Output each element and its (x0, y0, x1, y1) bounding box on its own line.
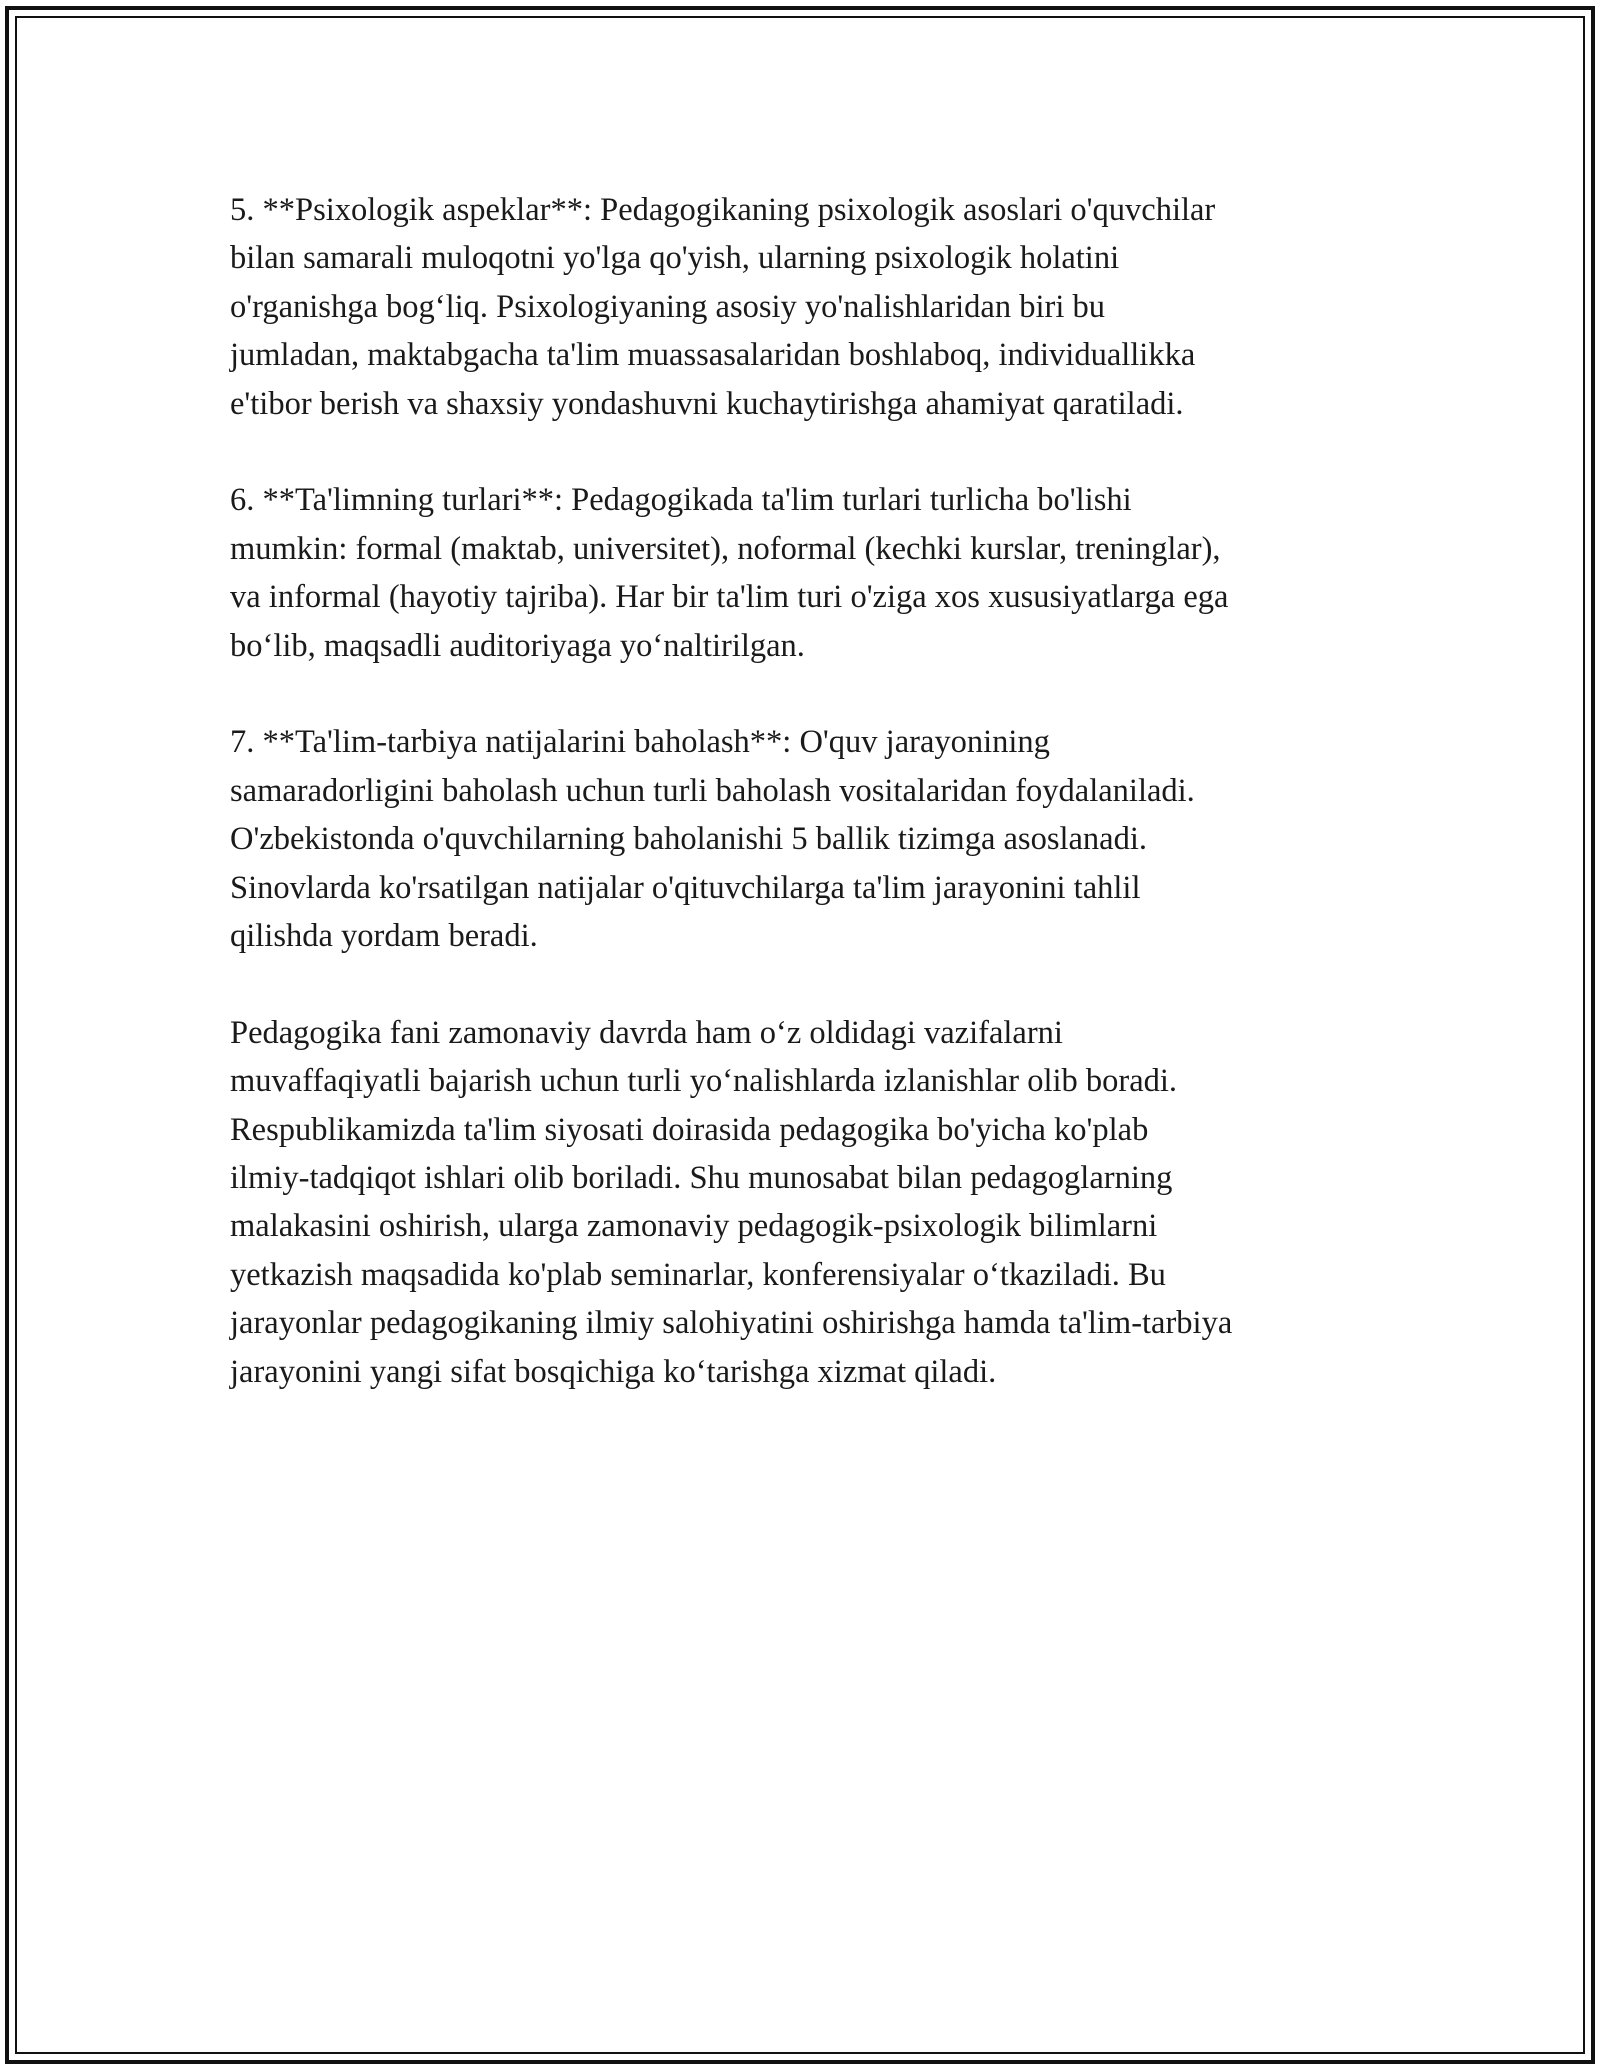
paragraph-talimning-turlari: 6. **Ta'limning turlari**: Pedagogikada ta'lim turlari turlicha bo'lishi mumkin: formal (maktab, universitet), noformal (kechki kurslar, treninglar), va informal (hayotiy tajriba). Har bir ta'lim turi o'ziga xos xususiyatlarga ega bo‘lib, maqsadli auditoriyaga yo‘naltirilgan. (230, 482, 1229, 664)
paragraph-natijalarini-baholash: 7. **Ta'lim-tarbiya natijalarini baholash**: O'quv jarayonining samaradorligini baholash uchun turli baholash vositalaridan foydalaniladi. O'zbekistonda o'quvchilarning baholanishi 5 ballik tizimga asoslanadi. Sinovlarda ko'rsatilgan natijalar o'qituvchilarga ta'lim jarayonini tahlil qilishda yordam beradi. (230, 724, 1195, 955)
paragraph-psixologik-aspeklar: 5. **Psixologik aspeklar**: Pedagogikaning psixologik asoslari o'quvchilar bilan samarali muloqotni yo'lga qo'yish, ularning psixologik holatini o'rganishga bog‘liq. Psixologiyaning asosiy yo'nalishlaridan biri bu jumladan, maktabgacha ta'lim muassasalaridan boshlaboq, individuallikka e'tibor berish va shaxsiy yondashuvni kuchaytirishga ahamiyat qaratiladi. (230, 192, 1216, 422)
paragraph-conclusion: Pedagogika fani zamonaviy davrda ham o‘z oldidagi vazifalarni muvaffaqiyatli bajarish uchun turli yo‘nalishlarda izlanishlar olib boradi. Respublikamizda ta'lim siyosati doirasida pedagogika bo'yicha ko'plab ilmiy-tadqiqot ishlari olib boriladi. Shu munosabat bilan pedagoglarning malakasini oshirish, ularga zamonaviy pedagogik-psixologik bilimlarni yetkazish maqsadida ko'plab seminarlar, konferensiyalar o‘tkaziladi. Bu jarayonlar pedagogikaning ilmiy salohiyatini oshirishga hamda ta'lim-tarbiya jarayonini yangi sifat bosqichiga ko‘tarishga xizmat qiladi. (230, 1014, 1233, 1390)
document-body (230, 186, 1380, 1445)
